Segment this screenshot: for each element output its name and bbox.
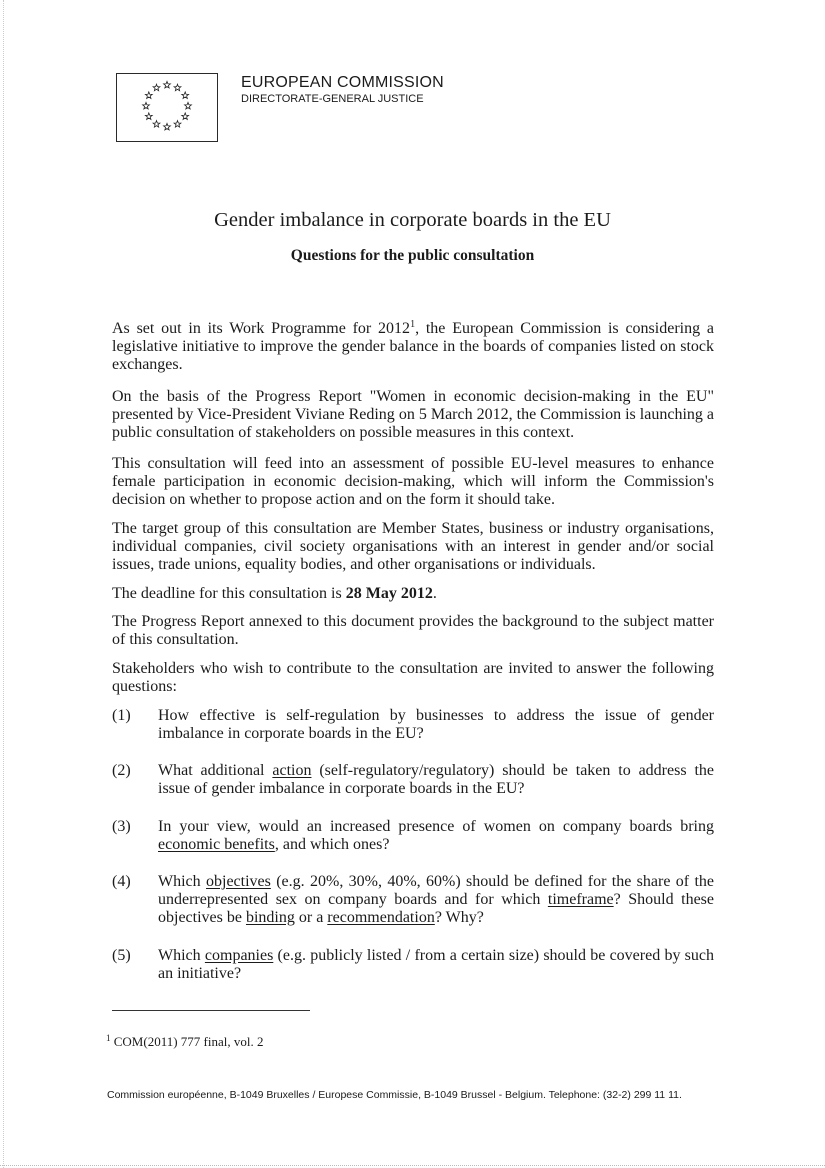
paragraph-text: The deadline for this consultation is <box>112 585 346 602</box>
star-icon <box>153 121 160 128</box>
question-text: (e.g. 20%, 30%, 40%, 60%) should be defined for the share of the underrepresented sex on company boards and for which <box>158 873 714 908</box>
underlined-term: companies <box>204 947 274 964</box>
underlined-term: recommendation <box>327 909 435 926</box>
question-number: (5) <box>112 947 131 964</box>
footnote-divider <box>112 1010 310 1011</box>
star-icon <box>164 81 171 88</box>
paragraph-assessment: This consultation will feed into an assessment of possible EU-level measures to enhance female participation in economic decision-making, which will inform the Commission's decision on whether to propose action and on the form it should take. <box>112 455 714 508</box>
question-number: (2) <box>112 762 131 779</box>
eu-logo <box>116 73 218 142</box>
question-number: (1) <box>112 707 131 724</box>
question-number: (4) <box>112 873 131 890</box>
star-icon <box>145 113 152 120</box>
org-name: EUROPEAN COMMISSION <box>241 74 444 91</box>
question-text: or a <box>294 909 328 926</box>
question-4-text <box>158 873 714 927</box>
paragraph-invitation: Stakeholders who wish to contribute to the consultation are invited to answer the following questions: <box>112 660 714 695</box>
scan-edge-left <box>3 0 4 1168</box>
paragraph-progress-report: On the basis of the Progress Report "Women in economic decision-making in the EU" presented by Vice-President Viviane Reding on 5 March 2012, the Commission is launching a public consultation of stakeholders on possible measures in this context. <box>112 388 714 441</box>
paragraph-intro <box>112 320 714 374</box>
question-text: What additional <box>158 762 273 779</box>
question-5-text <box>158 947 714 983</box>
question-text: ? Why? <box>434 909 484 926</box>
paragraph-text: . <box>432 585 437 602</box>
question-text: ? Should these objectives be <box>158 891 714 926</box>
document-title: Gender imbalance in corporate boards in the EU <box>214 209 611 231</box>
question-2-text <box>158 762 714 798</box>
paragraph-target-group: The target group of this consultation are Member States, business or industry organisations, individual companies, civil society organisations with an interest in gender and/or social issues, trade unions, equality bodies, and other organisations or individuals. <box>112 520 714 573</box>
star-icon <box>174 84 181 91</box>
question-text: In your view, would an increased presence of women on company boards bring <box>158 818 714 835</box>
question-text: Which <box>158 947 205 964</box>
question-1-text: How effective is self-regulation by businesses to address the issue of gender imbalance in corporate boards in the EU? <box>158 707 714 742</box>
underlined-term: binding <box>245 909 295 926</box>
paragraph-text: , the European Commission is considering a legislative initiative to improve the gender balance in the boards of companies listed on stock exchanges. <box>112 320 714 373</box>
question-number: (3) <box>112 818 131 835</box>
paragraph-text: As set out in its Work Programme for 2012 <box>112 320 411 337</box>
deadline-date: 28 May 2012 <box>345 585 433 602</box>
underlined-term: objectives <box>206 873 271 890</box>
footnote-mark: 1 <box>106 1033 111 1043</box>
star-icon <box>185 102 192 109</box>
underlined-term: action <box>272 762 312 779</box>
star-icon <box>164 123 171 130</box>
question-text: Which <box>158 873 206 890</box>
paragraph-background: The Progress Report annexed to this document provides the background to the subject matter of this consultation. <box>112 613 714 648</box>
org-header <box>241 74 444 106</box>
scan-edge-bottom <box>0 1165 825 1166</box>
underlined-term: economic benefits <box>158 836 275 853</box>
question-text: (self-regulatory/regulatory) should be taken to address the issue of gender imbalance in corporate boards in the EU? <box>158 762 714 797</box>
document-subtitle: Questions for the public consultation <box>290 247 535 264</box>
org-dept: DIRECTORATE-GENERAL JUSTICE <box>241 93 424 105</box>
footnote-text: COM(2011) 777 final, vol. 2 <box>110 1034 264 1049</box>
eu-stars-icon <box>117 74 217 141</box>
star-icon <box>174 121 181 128</box>
footnote <box>106 1034 263 1050</box>
page-footer: Commission européenne, B-1049 Bruxelles / Europese Commissie, B-1049 Brussel - Belgium. Telephone: (32-2) 299 11 11. <box>107 1089 682 1101</box>
star-icon <box>153 84 160 91</box>
paragraph-deadline <box>112 585 714 603</box>
footnote-ref: 1 <box>410 319 416 330</box>
star-icon <box>143 102 150 109</box>
question-3-text <box>158 818 714 854</box>
star-icon <box>182 113 189 120</box>
star-icon <box>145 92 152 99</box>
question-text: , and which ones? <box>274 836 390 853</box>
star-icon <box>182 92 189 99</box>
question-text: (e.g. publicly listed / from a certain size) should be covered by such an initiative? <box>158 947 714 982</box>
underlined-term: timeframe <box>547 891 614 908</box>
